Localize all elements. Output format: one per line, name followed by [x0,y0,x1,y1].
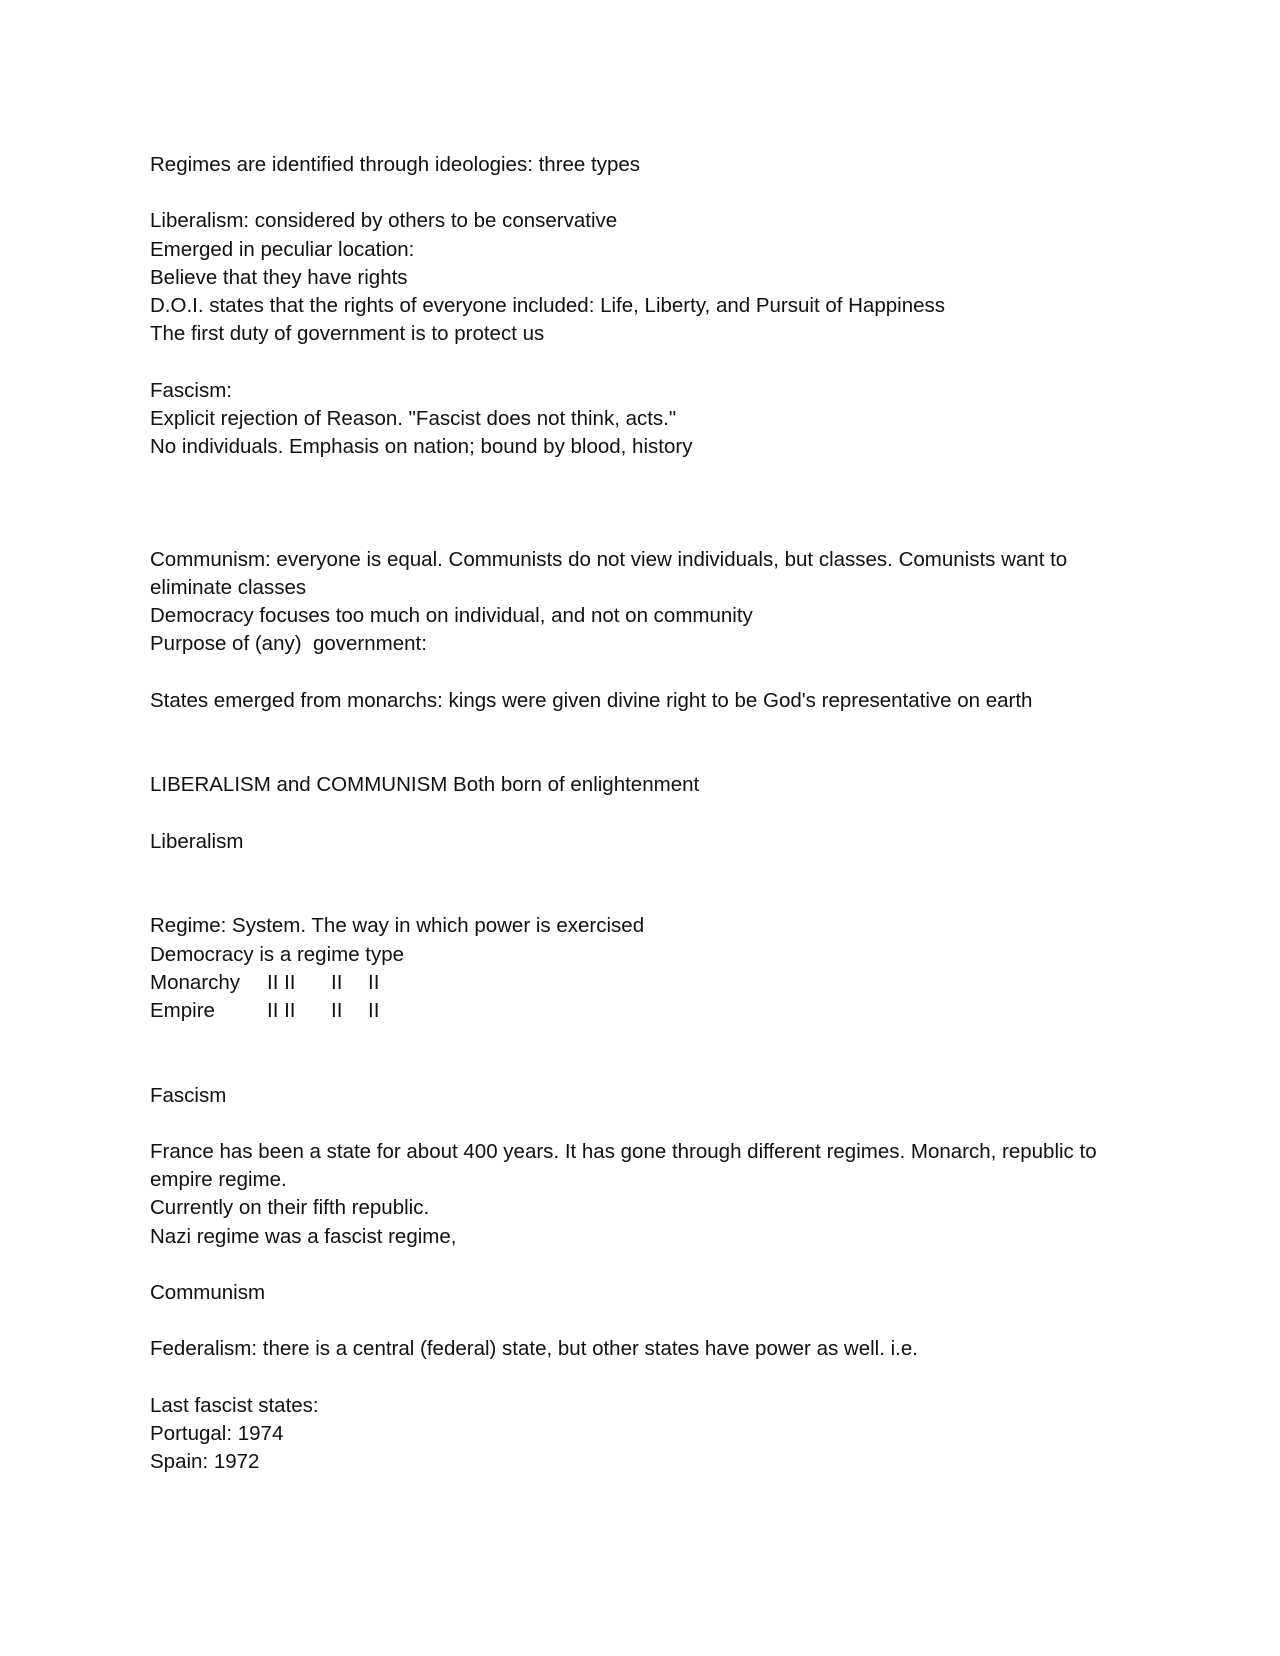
government-duty-line: The first duty of government is to protect us [150,322,545,346]
intro-line: Regimes are identified through ideologies: three types [150,153,641,176]
democracy-critique-line: Democracy focuses too much on individual, and not on community [150,604,753,628]
spain-line: Spain: 1972 [150,1450,260,1474]
federalism-line: Federalism: there is a central (federal) state, but other states have power as well. i.e. [150,1337,918,1361]
communism-definition: Communism: everyone is equal. Communists do not view individuals, but classes. Comunists want to eliminate classes [150,547,1068,599]
france-regimes-line: France has been a state for about 400 years. It has gone through different regimes. Monarch, republic to empire regime. [150,1139,1097,1192]
enlightenment-line: LIBERALISM and COMMUNISM Both born of enlightenment [150,773,700,797]
government-purpose-line: Purpose of (any) government: [150,632,427,656]
democracy-regime-line: Democracy is a regime type [150,942,405,966]
ditto-mark: II [331,970,343,994]
portugal-line: Portugal: 1974 [150,1421,284,1445]
liberalism-origin: Emerged in peculiar location: [150,237,415,261]
monarchy-row [150,969,1140,997]
fifth-republic-line: Currently on their fifth republic. [150,1196,430,1220]
fascism-heading: Fascism: [150,378,232,402]
empire-row [150,997,1140,1025]
communism-section-heading: Communism [150,1280,266,1304]
empire-label: Empire [150,998,215,1022]
liberalism-rights: Believe that they have rights [150,265,408,289]
fascism-section-heading: Fascism [150,1083,227,1107]
liberalism-definition: Liberalism: considered by others to be conservative [150,209,618,233]
ditto-mark: II [368,998,380,1022]
doi-rights-line: D.O.I. states that the rights of everyone included: Life, Liberty, and Pursuit of Happiness [150,294,945,317]
document-page [150,151,1140,1476]
ditto-mark: II [368,970,380,994]
last-fascist-states-heading: Last fascist states: [150,1393,319,1417]
monarchs-line: States emerged from monarchs: kings were given divine right to be God's representative on earth [150,688,1033,712]
monarchy-label: Monarchy [150,970,241,994]
ditto-mark: II [331,998,343,1022]
regime-definition: Regime: System. The way in which power is exercised [150,914,645,938]
ditto-mark: II II [267,998,296,1022]
liberalism-heading: Liberalism [150,829,244,853]
nazi-regime-line: Nazi regime was a fascist regime, [150,1224,457,1248]
fascism-nation-line: No individuals. Emphasis on nation; bound by blood, history [150,435,693,458]
ditto-mark: II II [267,970,296,994]
fascism-reason-line: Explicit rejection of Reason. "Fascist does not think, acts." [150,406,677,430]
